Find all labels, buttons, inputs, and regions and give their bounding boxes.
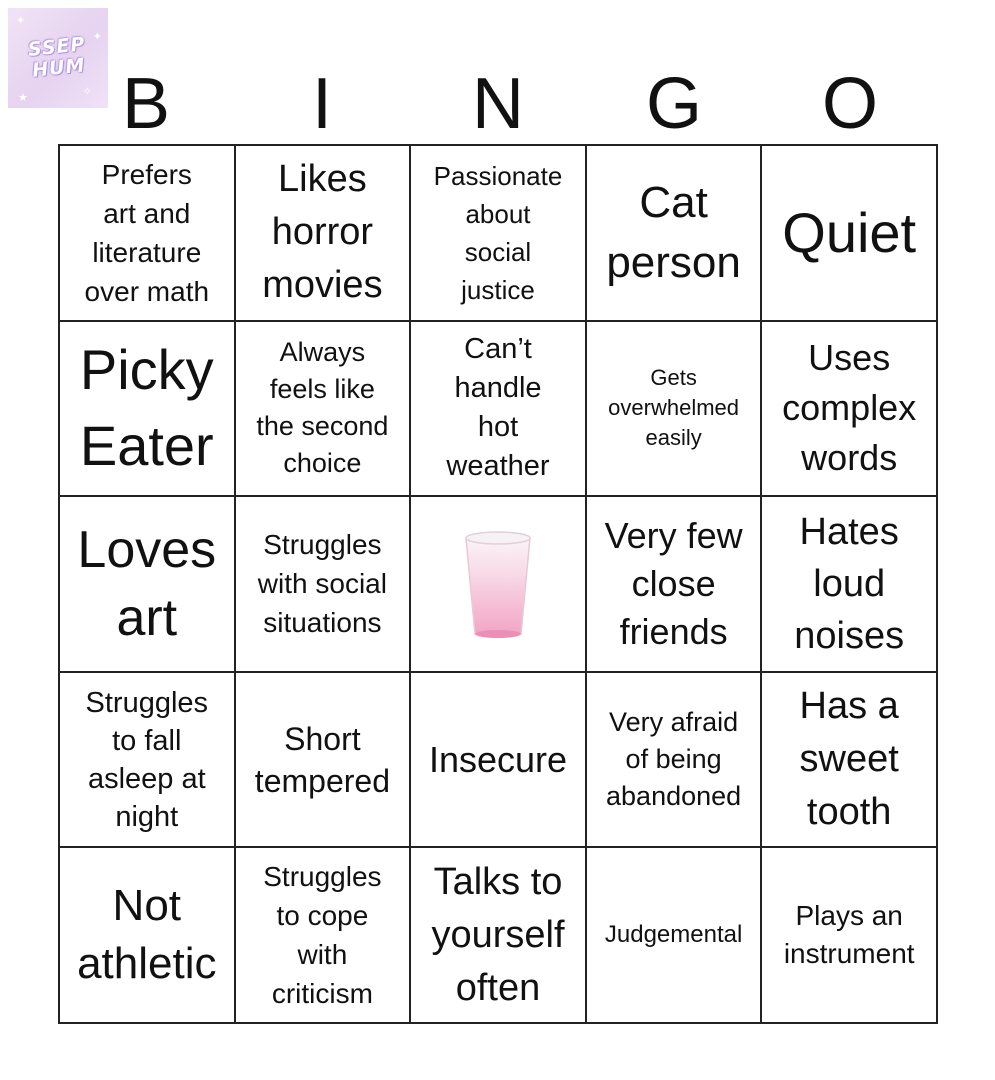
bingo-cell[interactable]	[762, 497, 938, 673]
bingo-cell-text: Struggles with social situations	[257, 529, 387, 639]
bingo-cell[interactable]	[60, 146, 236, 322]
bingo-cell[interactable]	[411, 848, 587, 1024]
bingo-cell[interactable]	[411, 673, 587, 849]
bingo-cell-text: Prefers art and literature over math	[84, 158, 210, 307]
bingo-cell[interactable]	[587, 322, 763, 498]
bingo-cell-text: Hates loud noises	[794, 510, 905, 657]
bingo-cell-text: Very afraid of being abandoned	[606, 707, 742, 812]
bingo-cell-text: Loves art	[77, 520, 217, 647]
header-letter-n: N	[472, 64, 524, 144]
bingo-cell[interactable]	[60, 848, 236, 1024]
bingo-cell[interactable]	[236, 848, 412, 1024]
bingo-cell-text: Gets overwhelmed easily	[608, 365, 740, 451]
bingo-grid	[58, 144, 938, 1024]
header-letter-b: B	[121, 64, 171, 144]
bingo-cell-text: Likes horror movies	[262, 158, 383, 307]
bingo-cell[interactable]	[236, 497, 412, 673]
bingo-cell-text: Struggles to cope with criticism	[263, 861, 382, 1010]
bingo-cell[interactable]	[587, 848, 763, 1024]
bingo-cell-text: Plays an instrument	[783, 900, 915, 970]
bingo-cell[interactable]	[236, 146, 412, 322]
bingo-header	[58, 64, 938, 144]
bingo-cell[interactable]	[60, 673, 236, 849]
bingo-cell[interactable]	[60, 497, 236, 673]
sparkle-icon: ✦	[16, 15, 26, 27]
bingo-cell-text: Not athletic	[77, 881, 217, 989]
pink-drink-cup-icon	[460, 528, 536, 640]
bingo-cell-text: Quiet	[782, 200, 917, 264]
bingo-cell[interactable]	[411, 146, 587, 322]
bingo-cell[interactable]	[587, 673, 763, 849]
bingo-cell-text: Picky Eater	[79, 338, 214, 478]
bingo-cell-text: Always feels like the second choice	[256, 337, 389, 479]
bingo-cell[interactable]	[236, 322, 412, 498]
bingo-cell[interactable]	[587, 497, 763, 673]
bingo-cell[interactable]	[236, 673, 412, 849]
logo-text: SSEP HUM	[27, 33, 87, 82]
header-letter-i: I	[311, 64, 332, 144]
bingo-cell-text: Struggles to fall asleep at night	[85, 686, 209, 833]
bingo-cell-text: Talks to yourself often	[431, 860, 565, 1009]
bingo-cell[interactable]	[587, 146, 763, 322]
star-icon: ★	[18, 92, 28, 104]
bingo-cell[interactable]	[762, 673, 938, 849]
bingo-cell[interactable]	[411, 322, 587, 498]
bingo-cell-text: Very few close friends	[604, 514, 743, 652]
bingo-cell[interactable]	[762, 146, 938, 322]
bingo-cell-text: Cat person	[606, 177, 741, 287]
bingo-cell-text: Passionate about social justice	[433, 160, 563, 305]
sparkle-icon: ✦	[92, 31, 102, 43]
sparkle-icon: ✧	[82, 86, 92, 98]
bingo-cell-text: Short tempered	[254, 720, 390, 799]
bingo-cell[interactable]	[60, 322, 236, 498]
bingo-cell[interactable]	[762, 848, 938, 1024]
bingo-cell-text: Has a sweet tooth	[799, 685, 899, 834]
bingo-free-cell[interactable]	[411, 497, 587, 673]
bingo-cell-text: Insecure	[428, 738, 568, 780]
header-letter-g: G	[645, 64, 702, 144]
bingo-cell-text: Judgemental	[604, 921, 743, 949]
bingo-cell-text: Uses complex words	[782, 337, 917, 479]
header-letter-o: O	[821, 64, 878, 144]
bingo-cell-text: Can’t handle hot weather	[446, 333, 550, 483]
bingo-cell[interactable]	[762, 322, 938, 498]
